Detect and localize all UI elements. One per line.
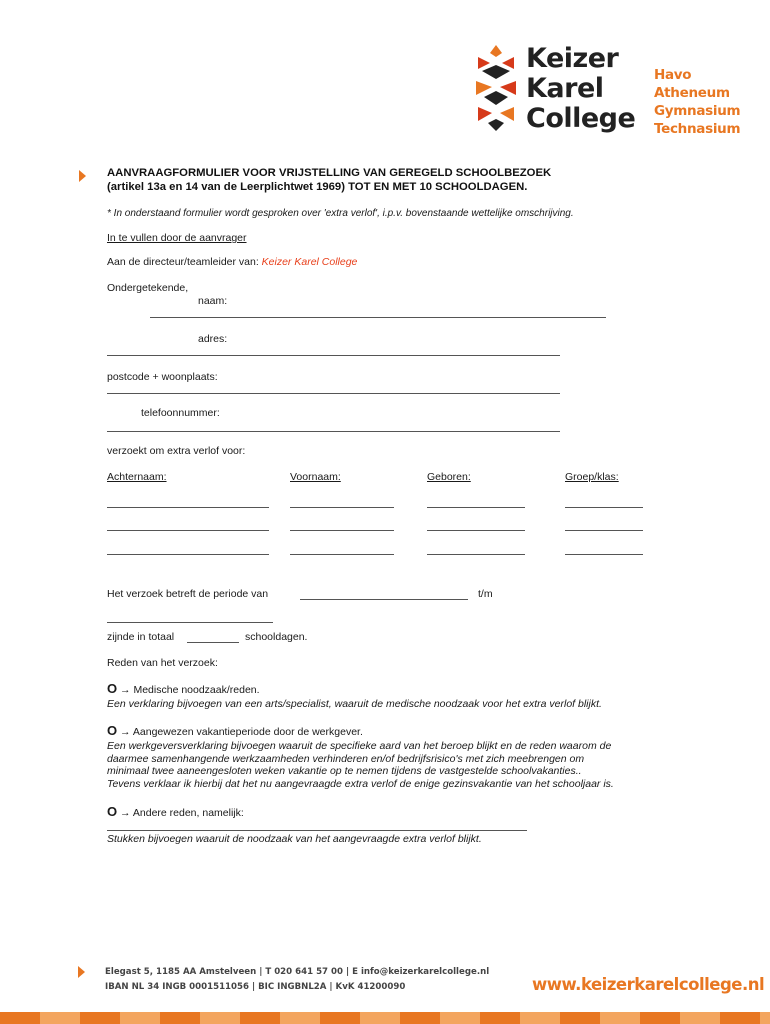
website-link[interactable]: www.keizerkarelcollege.nl — [532, 975, 765, 994]
child1-groep-field[interactable] — [565, 507, 643, 508]
child1-achternaam-field[interactable] — [107, 507, 269, 508]
school-type-atheneum: Atheneum — [654, 85, 730, 101]
child3-voornaam-field[interactable] — [290, 554, 394, 555]
col-header-geboren: Geboren: — [427, 471, 471, 483]
name-label: naam: — [198, 295, 228, 307]
addressee-prefix: Aan de directeur/teamleider van: — [107, 256, 262, 268]
option-other-label: Andere reden, namelijk: — [132, 807, 244, 819]
child1-voornaam-field[interactable] — [290, 507, 394, 508]
footer-contact: Elegast 5, 1185 AA Amstelveen | T 020 641 57 00 | E info@keizerkarelcollege.nl — [105, 967, 490, 977]
option-employer-label: Aangewezen vakantieperiode door de werkgever. — [132, 726, 363, 738]
addressee — [107, 256, 357, 268]
child3-achternaam-field[interactable] — [107, 554, 269, 555]
phone-label: telefoonnummer: — [141, 407, 220, 419]
option-medical-radio[interactable]: O — [107, 681, 118, 696]
name-field[interactable] — [150, 317, 606, 318]
address-field[interactable] — [107, 355, 560, 356]
footer-bank: IBAN NL 34 INGB 0001511056 | BIC INGBNL2A | KvK 41200090 — [105, 982, 406, 992]
total-days-field[interactable] — [187, 642, 239, 643]
address-label: adres: — [198, 333, 228, 345]
col-header-voornaam: Voornaam: — [290, 471, 341, 483]
school-logo-icon — [474, 43, 518, 133]
col-header-achternaam: Achternaam: — [107, 471, 167, 483]
logo-word-1: Keizer — [526, 43, 619, 74]
footer-arrow-icon — [78, 966, 85, 978]
option-other-radio[interactable]: O — [107, 804, 118, 819]
option-employer-notes — [107, 740, 614, 790]
option-employer-note-1: Een werkgeversverklaring bijvoegen waaruit de specifieke aard van het beroep blijkt en de reden waarom de — [107, 740, 612, 752]
school-type-gymnasium: Gymnasium — [654, 103, 741, 119]
total-prefix: zijnde in totaal — [107, 631, 175, 643]
option-medical[interactable] — [107, 681, 260, 696]
child2-achternaam-field[interactable] — [107, 530, 269, 531]
footer-stripe — [0, 1012, 770, 1024]
option-employer-note-2: daarmee samenhangende werkzaamheden verhinderen en/of bedrijfsrisico's met zich meebrengen om — [107, 752, 585, 765]
option-employer[interactable] — [107, 723, 363, 738]
school-type-havo: Havo — [654, 67, 692, 83]
option-employer-note-3: minimaal twee aaneengesloten weken vakantie op te nemen tijdens de vastgestelde schoolvakanties.. — [107, 765, 582, 777]
title-arrow-icon — [79, 170, 86, 182]
postcode-label: postcode + woonplaats: — [107, 371, 218, 383]
school-type-technasium: Technasium — [654, 121, 741, 137]
col-header-groep: Groep/klas: — [565, 471, 619, 483]
phone-field[interactable] — [107, 431, 560, 432]
period-label: Het verzoek betreft de periode van — [107, 588, 269, 600]
school-logo-wordmark — [526, 44, 635, 134]
period-separator: t/m — [478, 588, 493, 600]
school-types — [654, 66, 740, 138]
title-line-1: AANVRAAGFORMULIER VOOR VRIJSTELLING VAN GEREGELD SCHOOLBEZOEK — [107, 167, 552, 179]
child3-geboren-field[interactable] — [427, 554, 525, 555]
child2-geboren-field[interactable] — [427, 530, 525, 531]
postcode-field[interactable] — [107, 393, 560, 394]
child2-groep-field[interactable] — [565, 530, 643, 531]
period-end-field[interactable] — [107, 622, 273, 623]
reason-label: Reden van het verzoek: — [107, 657, 218, 669]
option-other-note: Stukken bijvoegen waaruit de noodzaak van het aangevraagde extra verlof blijkt. — [107, 833, 482, 845]
option-employer-note-4: Tevens verklaar ik hierbij dat het nu aangevraagde extra verlof de enige gezinsvakantie van het schooljaar is. — [107, 777, 614, 790]
total-suffix: schooldagen. — [245, 631, 308, 643]
option-medical-note: Een verklaring bijvoegen van een arts/specialist, waaruit de medische noodzaak voor het extra verlof blijkt. — [107, 698, 602, 710]
other-reason-field[interactable] — [107, 830, 527, 831]
title-line-2: (artikel 13a en 14 van de Leerplichtwet 1969) TOT EN MET 10 SCHOOLDAGEN. — [107, 181, 528, 193]
child1-geboren-field[interactable] — [427, 507, 525, 508]
arrow-right-icon: → — [120, 807, 131, 819]
option-medical-label: Medische noodzaak/reden. — [133, 684, 260, 696]
arrow-right-icon: → — [120, 726, 131, 738]
arrow-right-icon: → — [120, 684, 131, 696]
child3-groep-field[interactable] — [565, 554, 643, 555]
intro-note: * In onderstaand formulier wordt gesproken over 'extra verlof', i.p.v. bovenstaande wettelijke omschrijving. — [107, 208, 574, 219]
logo-word-2: Karel — [526, 73, 604, 104]
section-heading: In te vullen door de aanvrager — [107, 232, 247, 244]
period-start-field[interactable] — [300, 599, 468, 600]
addressee-school: Keizer Karel College — [261, 256, 358, 268]
page-title — [107, 166, 551, 194]
option-other[interactable] — [107, 804, 244, 819]
requests-label: verzoekt om extra verlof voor: — [107, 445, 246, 457]
undersigned-label: Ondergetekende, — [107, 282, 189, 294]
option-employer-radio[interactable]: O — [107, 723, 118, 738]
logo-word-3: College — [526, 103, 636, 134]
child2-voornaam-field[interactable] — [290, 530, 394, 531]
